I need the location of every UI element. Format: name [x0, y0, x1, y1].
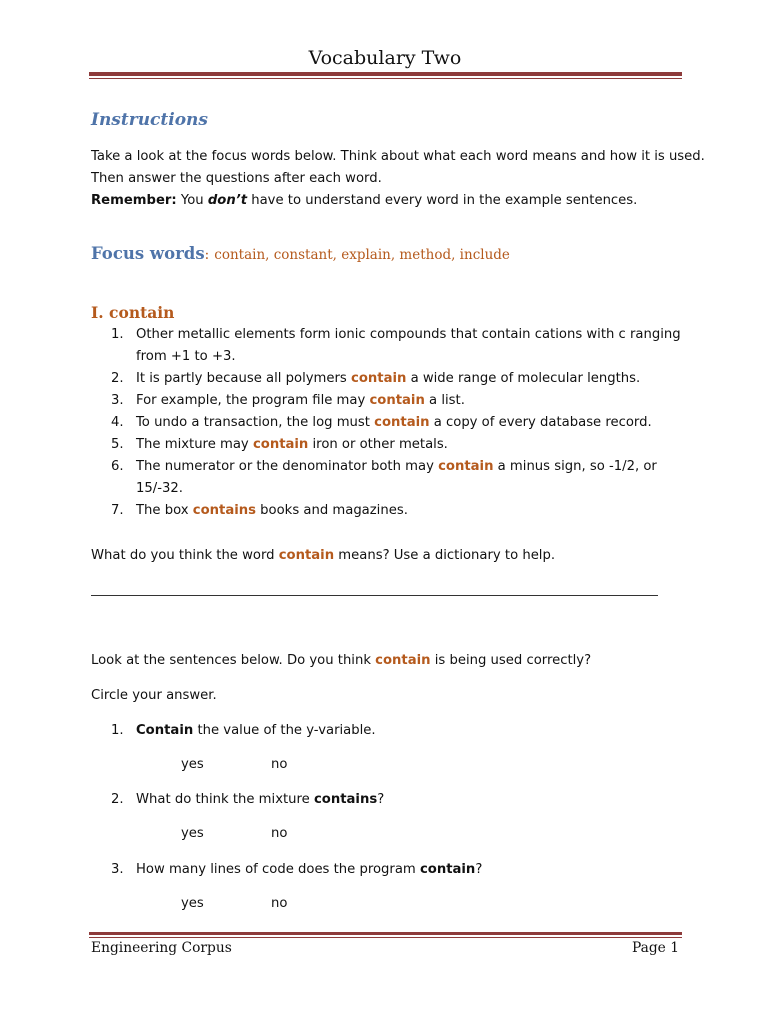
focus-words-colon: :	[204, 247, 210, 263]
answer-no[interactable]: no	[271, 826, 288, 841]
usage-prompt: Look at the sentences below. Do you think contain is being used correctly?	[91, 653, 592, 668]
example-item: 4. To undo a transaction, the log must contain a copy of every database record.	[111, 415, 652, 430]
remember-line	[91, 190, 705, 212]
answer-no[interactable]: no	[271, 896, 288, 911]
example-item: 1. Other metallic elements form ionic compounds that contain cations with c ranging	[111, 327, 681, 342]
answer-yes[interactable]: yes	[181, 757, 204, 772]
remember-label: Remember:	[91, 193, 177, 208]
example-item: 7. The box contains books and magazines.	[111, 503, 408, 518]
example-item: from +1 to +3.	[136, 349, 236, 364]
answer-yes[interactable]: yes	[181, 896, 204, 911]
circle-instruction: Circle your answer.	[91, 688, 217, 703]
example-sentences	[91, 324, 691, 522]
remember-pre: You	[180, 193, 204, 208]
page-number: Page 1	[631, 940, 679, 956]
header-rule	[89, 72, 682, 79]
section-heading: I. contain	[91, 303, 175, 322]
remember-emphasis: don’t	[207, 193, 248, 208]
answer-yes[interactable]: yes	[181, 826, 204, 841]
meaning-question: What do you think the word contain means? Use a dictionary to help.	[91, 548, 556, 563]
focus-words-label: Focus words	[91, 244, 205, 263]
example-item: 2. It is partly because all polymers contain a wide range of molecular lengths.	[111, 371, 641, 386]
focus-words	[91, 244, 510, 263]
answer-no[interactable]: no	[271, 757, 288, 772]
example-item: 3. For example, the program file may contain a list.	[111, 393, 465, 408]
page-title: Vocabulary Two	[308, 47, 462, 69]
footer-left: Engineering Corpus	[91, 940, 232, 956]
example-item: 6. The numerator or the denominator both may contain a minus sign, so -1/2, or 15/-32.	[111, 459, 657, 496]
instructions-line-2: Then answer the questions after each word.	[91, 171, 382, 186]
answer-blank-line[interactable]	[91, 595, 658, 596]
remember-post: have to understand every word in the example sentences.	[251, 193, 638, 208]
instructions-line-1: Take a look at the focus words below. Think about what each word means and how it is used.	[91, 149, 705, 164]
footer-rule	[89, 932, 682, 938]
focus-words-list: contain, constant, explain, method, include	[214, 247, 510, 263]
document-page: Vocabulary Two Instructions Take a look at the focus words below. Think about what each word means and how it is used. Then answer the questions after each word. Remember: You don’t have to understand every word in the example sentences. Focus words: contain, constant, explain, method, include I. contain 1. Other metallic elements form ionic compounds that contain cations with c ranging from +1 to +3. 2. It is partly because all polymers contain a wide range of molecular lengths. 3. For example, the program file may contain a list. 4. To undo a transaction, the log must contain a copy of every database record. 5. The mixture may contain iron or other metals. 6. The numerator or the denominator both may contain a minus sign, so -1/2, or 15/-32. 7. The box contains books and magazines. What do you think the word contain means? Use a dictionary to help. Look at the sentences below. Do you think contain is being used correctly? Circle your answer. 1. Contain the value of the y-variable. yes no 2. What do think the mixture contains? yes no 3. How many lines of code does the program contain? yes no Engineering Corpus Page 1	[0, 0, 770, 1024]
instructions-text	[91, 146, 705, 212]
example-item: 5. The mixture may contain iron or other metals.	[111, 437, 448, 452]
instructions-heading: Instructions	[91, 110, 208, 130]
